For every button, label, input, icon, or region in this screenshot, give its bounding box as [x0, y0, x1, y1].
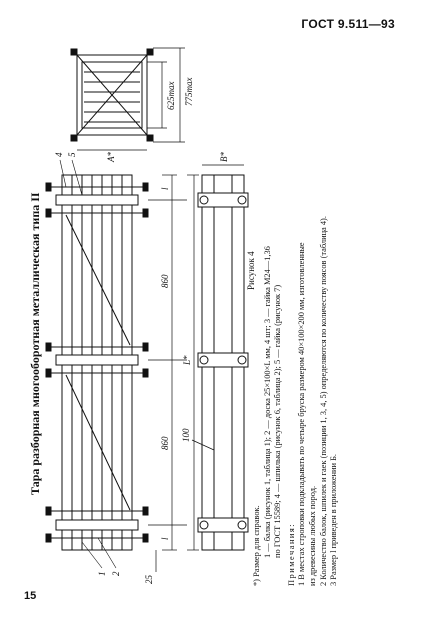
plan-view	[192, 165, 248, 550]
dim-625max: 625max	[166, 81, 176, 110]
dim-b: B*	[219, 152, 229, 162]
position-4: 4	[54, 152, 64, 157]
dim-860-b: 860	[160, 274, 170, 288]
rotated-page-content	[22, 35, 372, 590]
legend-line-2: по ГОСТ 15589; 4 — шпилька (рисунок 6, таблица 2); 5 — гайка (рисунок 7)	[273, 284, 283, 558]
footnote: *) Размер для справок.	[252, 505, 261, 586]
note-2: 2 Количество балок, шпилек и гаек (позиции 1, 3, 4, 5) определяются по количеству поясов (таблица 4).	[318, 216, 328, 586]
note-1-cont: из древесины любых пород.	[307, 485, 317, 586]
notes-heading: Примечания:	[286, 522, 296, 586]
dim-775max: 775max	[184, 77, 194, 106]
note-1: 1 В местах строповки подкладывать по четыре бруска размером 40×100×200 мм, изготовленные	[297, 242, 307, 586]
dim-l-2: l	[160, 187, 170, 190]
side-view	[46, 175, 148, 550]
standard-header: ГОСТ 9.511—93	[301, 17, 395, 31]
dim-l-star: L*	[182, 355, 192, 365]
position-2: 2	[111, 571, 121, 576]
page-title: Тара разборная многооборотная металлическая типа II	[28, 192, 42, 495]
dim-860-a: 860	[160, 436, 170, 450]
page-number: 15	[24, 590, 37, 602]
technical-drawing	[22, 35, 256, 590]
dim-100: 100	[181, 428, 191, 442]
dim-a: A*	[106, 152, 116, 162]
position-5: 5	[67, 152, 77, 157]
figure-caption: Рисунок 4	[246, 251, 256, 290]
dim-25: 25	[144, 575, 154, 584]
length-dimensions	[148, 175, 199, 572]
notes-block	[252, 41, 340, 586]
dim-l-1: l	[160, 537, 170, 540]
note-3: 3 Размер l приведен в приложении Б.	[329, 454, 339, 586]
position-1: 1	[97, 571, 107, 576]
legend-line-1: 1 — балка (рисунок 1, таблица 1); 2 — доска 25×100×L мм, 4 шт; 3 — гайка М24—1,36	[262, 246, 272, 558]
